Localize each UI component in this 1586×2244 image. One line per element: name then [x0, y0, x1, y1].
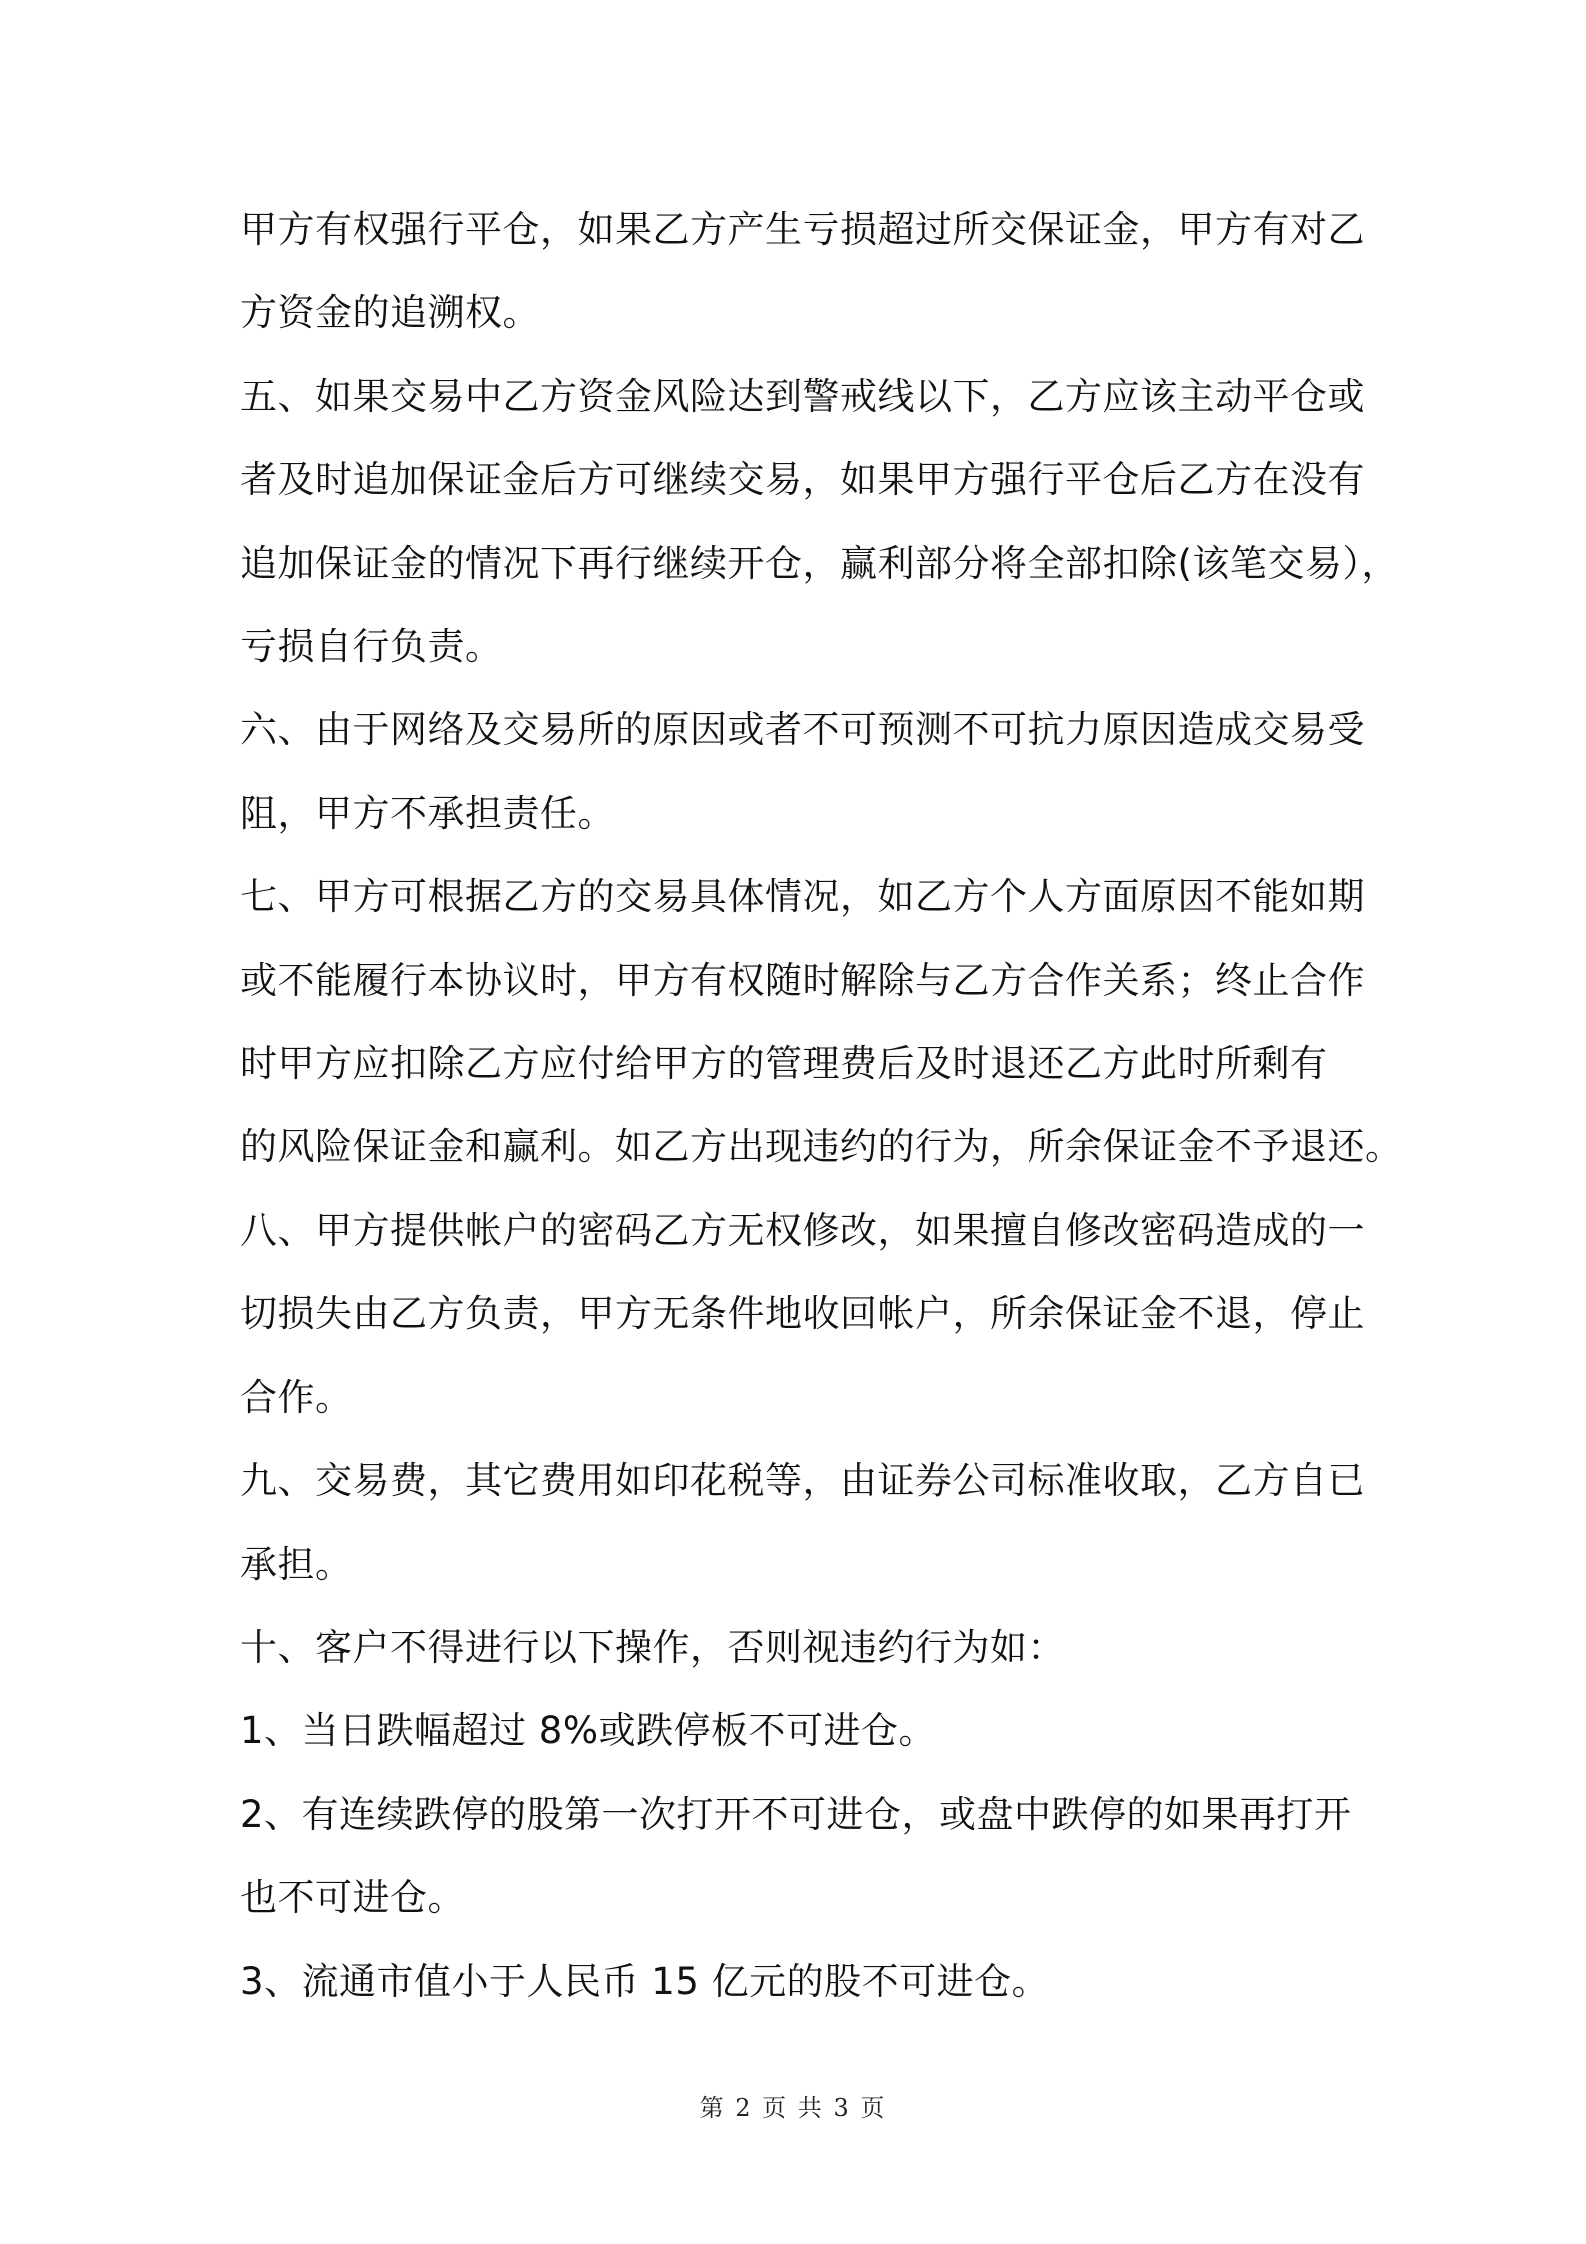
page-footer: 第 2 页 共 3 页: [699, 2094, 887, 2122]
text-line: 者及时追加保证金后方可继续交易，如果甲方强行平仓后乙方在没有: [240, 458, 1365, 502]
text-line: 八、甲方提供帐户的密码乙方无权修改，如果擅自修改密码造成的一: [240, 1208, 1365, 1252]
text-line: 方资金的追溯权。: [240, 291, 540, 335]
paragraph-item-1: [240, 1689, 1360, 1772]
paragraph-clause-6: [240, 688, 1365, 855]
text-line: 九、交易费，其它费用如印花税等，由证券公司标准收取，乙方自已: [240, 1459, 1365, 1503]
text-line: 也不可进仓。: [240, 1876, 465, 1920]
text-line: 甲方有权强行平仓，如果乙方产生亏损超过所交保证金，甲方有对乙: [240, 208, 1365, 251]
text-line: 合作。: [240, 1375, 353, 1419]
text-line: 2、有连续跌停的股第一次打开不可进仓，或盘中跌停的如果再打开: [240, 1792, 1352, 1836]
text-line: 1、当日跌幅超过 8%或跌停板不可进仓。: [240, 1709, 936, 1753]
text-line: 追加保证金的情况下再行继续开仓，赢利部分将全部扣除(该笔交易），: [240, 541, 1399, 585]
text-line: 七、甲方可根据乙方的交易具体情况，如乙方个人方面原因不能如期: [240, 875, 1365, 919]
text-line: 十、客户不得进行以下操作，否则视违约行为如：: [240, 1625, 1065, 1669]
text-line: 切损失由乙方负责，甲方无条件地收回帐户，所余保证金不退，停止: [240, 1292, 1365, 1336]
text-line: 五、如果交易中乙方资金风险达到警戒线以下，乙方应该主动平仓或: [240, 374, 1365, 418]
paragraph-p-margin-call: [240, 188, 1365, 355]
paragraph-item-2: [240, 1773, 1360, 1940]
document-body: [240, 188, 1403, 2023]
text-line: 阻，甲方不承担责任。: [240, 791, 615, 835]
text-line: 或不能履行本协议时，甲方有权随时解除与乙方合作关系；终止合作: [240, 958, 1365, 1002]
paragraph-clause-10: [240, 1606, 1360, 1689]
text-line: 六、由于网络及交易所的原因或者不可预测不可抗力原因造成交易受: [240, 708, 1365, 752]
text-line: 时甲方应扣除乙方应付给甲方的管理费后及时退还乙方此时所剩有: [240, 1042, 1328, 1086]
text-line: 承担。: [240, 1542, 353, 1586]
paragraph-clause-8: [240, 1189, 1365, 1439]
paragraph-clause-7: [240, 855, 1403, 1189]
text-line: 的风险保证金和赢利。如乙方出现违约的行为，所余保证金不予退还。: [240, 1125, 1403, 1169]
paragraph-clause-9: [240, 1439, 1365, 1606]
text-line: 亏损自行负责。: [240, 625, 503, 669]
text-line: 3、流通市值小于人民币 15 亿元的股不可进仓。: [240, 1959, 1050, 2003]
paragraph-item-3: [240, 1940, 1360, 2023]
paragraph-clause-5: [240, 355, 1399, 689]
